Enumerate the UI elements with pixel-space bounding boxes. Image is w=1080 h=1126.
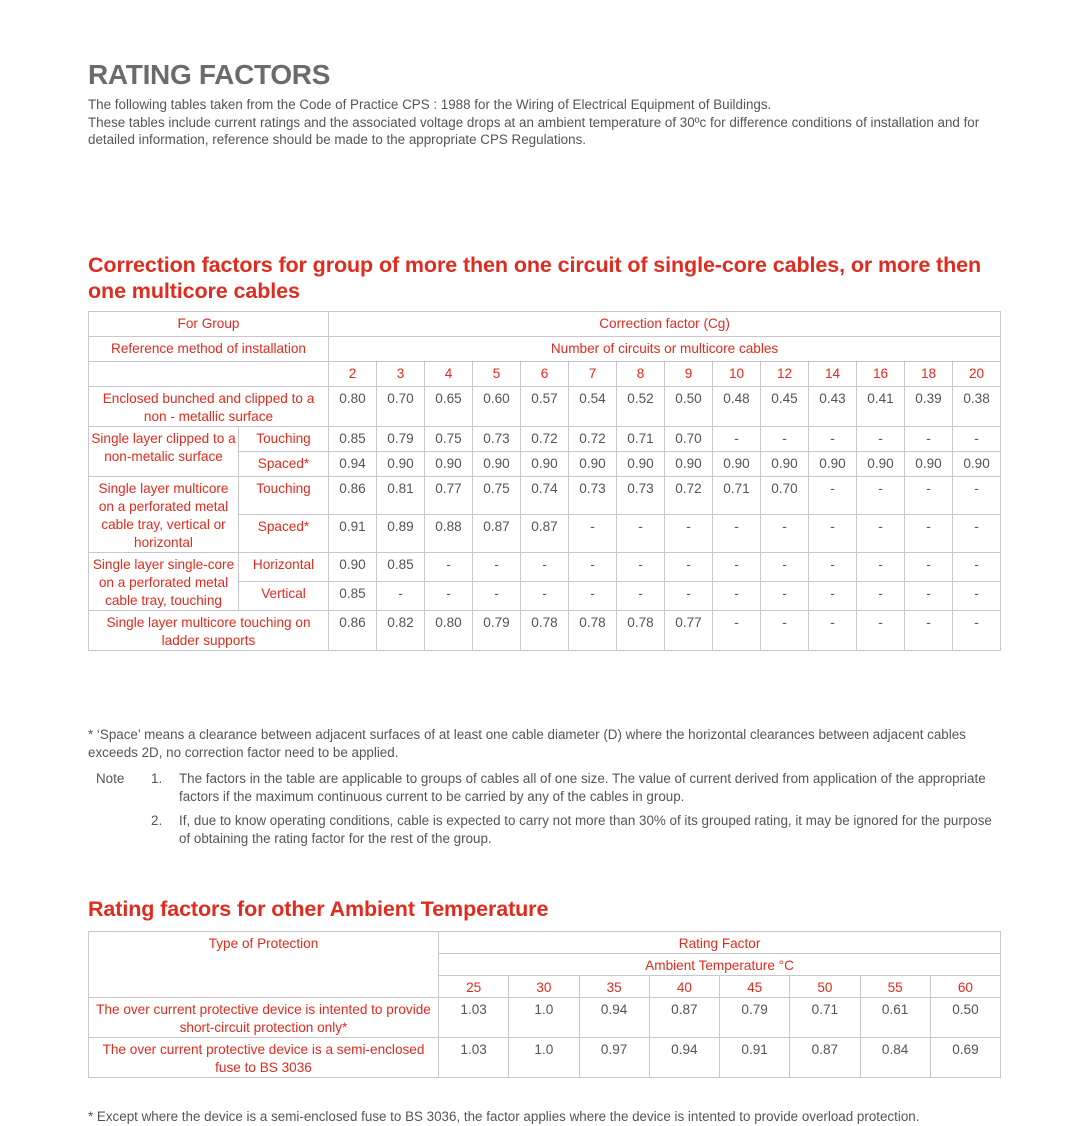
- table-cell: 0.85: [377, 553, 425, 582]
- table-cell: -: [425, 553, 473, 582]
- header-correction-factor: Correction factor (Cg): [329, 312, 1001, 337]
- column-header: 20: [953, 362, 1001, 387]
- table-cell: 0.85: [329, 427, 377, 452]
- row-sublabel: Horizontal: [239, 553, 329, 582]
- table-cell: -: [857, 582, 905, 611]
- page-title: RATING FACTORS: [88, 59, 331, 90]
- table-cell: 0.78: [617, 611, 665, 651]
- table-cell: 0.90: [761, 452, 809, 477]
- table-cell: 0.86: [329, 611, 377, 651]
- table-cell: -: [857, 477, 905, 515]
- table-cell: 0.90: [665, 452, 713, 477]
- table-cell: -: [809, 582, 857, 611]
- table1-footnote: * ‘Space’ means a clearance between adjacent surfaces of at least one cable diameter (D) where the horizontal clearances between adjacent cables exceeds 2D, no correction factor need to be applied.: [88, 727, 966, 760]
- table-cell: 0.90: [377, 452, 425, 477]
- table-cell: 0.90: [617, 452, 665, 477]
- header-row: [89, 362, 1001, 387]
- table-cell: -: [713, 582, 761, 611]
- header-number-of-circuits: Number of circuits or multicore cables: [329, 337, 1001, 362]
- column-header: 50: [790, 976, 860, 998]
- table-cell: 0.79: [377, 427, 425, 452]
- table-cell: 0.69: [930, 1038, 1000, 1078]
- table-cell: 0.90: [953, 452, 1001, 477]
- table-cell: -: [953, 611, 1001, 651]
- table-cell: -: [473, 553, 521, 582]
- column-header: 12: [761, 362, 809, 387]
- table-cell: -: [761, 427, 809, 452]
- table-cell: 0.90: [569, 452, 617, 477]
- table-cell: 0.70: [665, 427, 713, 452]
- row-sublabel: Touching: [239, 427, 329, 452]
- table1-heading: Correction factors for group of more then one circuit of single-core cables, or more then one multicore cables: [88, 253, 982, 303]
- table-cell: 0.90: [857, 452, 905, 477]
- table-cell: 1.0: [509, 1038, 579, 1078]
- table-cell: -: [905, 582, 953, 611]
- header-type-of-protection: Type of Protection: [89, 932, 439, 998]
- table-cell: 0.41: [857, 387, 905, 427]
- table-cell: -: [617, 582, 665, 611]
- table-cell: 0.89: [377, 515, 425, 553]
- table-cell: -: [761, 582, 809, 611]
- row-sublabel: Spaced*: [239, 452, 329, 477]
- table-cell: 0.79: [473, 611, 521, 651]
- row-label: The over current protective device is a semi-enclosed fuse to BS 3036: [89, 1038, 439, 1078]
- header-row: [89, 337, 1001, 362]
- column-header: 35: [579, 976, 649, 998]
- ambient-temperature-table: [88, 931, 1001, 1078]
- column-header: 16: [857, 362, 905, 387]
- table-cell: 0.87: [521, 515, 569, 553]
- table-cell: 0.85: [329, 582, 377, 611]
- table-cell: 1.03: [439, 998, 509, 1038]
- note-text: If, due to know operating conditions, cable is expected to carry not more than 30% of its grouped rating, it may be ignored for the purpose of obtaining the rating factor for the rest of the group.: [179, 813, 992, 846]
- table-cell: -: [713, 553, 761, 582]
- intro-line-2: These tables include current ratings and the associated voltage drops at an ambient temperature of 30ºc for difference conditions of installation and for detailed information, reference should be made to the appropriate CPS Regulations.: [88, 114, 980, 147]
- table-cell: 0.86: [329, 477, 377, 515]
- table-cell: 0.79: [720, 998, 790, 1038]
- correction-factors-table: [88, 311, 1001, 651]
- table-cell: 0.39: [905, 387, 953, 427]
- row-label: The over current protective device is intented to provide short-circuit protection only*: [89, 998, 439, 1038]
- table-cell: -: [809, 553, 857, 582]
- table-cell: 0.43: [809, 387, 857, 427]
- column-header: 14: [809, 362, 857, 387]
- table-cell: 0.90: [905, 452, 953, 477]
- note-1: [88, 770, 1000, 806]
- table-cell: 0.94: [649, 1038, 719, 1078]
- column-header: 40: [649, 976, 719, 998]
- table-cell: 0.94: [579, 998, 649, 1038]
- table-cell: -: [905, 427, 953, 452]
- table-cell: -: [809, 515, 857, 553]
- table-cell: -: [905, 553, 953, 582]
- table-cell: 0.70: [761, 477, 809, 515]
- table-cell: -: [809, 427, 857, 452]
- table-cell: 0.54: [569, 387, 617, 427]
- column-header: 5: [473, 362, 521, 387]
- table-cell: -: [425, 582, 473, 611]
- column-header: 18: [905, 362, 953, 387]
- table-cell: 0.52: [617, 387, 665, 427]
- header-row: [89, 312, 1001, 337]
- table-cell: 0.81: [377, 477, 425, 515]
- table-cell: -: [665, 515, 713, 553]
- table-cell: -: [809, 611, 857, 651]
- column-header: 8: [617, 362, 665, 387]
- table-cell: 0.73: [569, 477, 617, 515]
- note-label: Note: [96, 771, 125, 786]
- header-for-group: For Group: [89, 312, 329, 337]
- table-cell: -: [905, 611, 953, 651]
- table-cell: 0.38: [953, 387, 1001, 427]
- column-header: 10: [713, 362, 761, 387]
- row-label: Enclosed bunched and clipped to a non - metallic surface: [89, 387, 329, 427]
- table-cell: 0.77: [665, 611, 713, 651]
- table-cell: 0.82: [377, 611, 425, 651]
- column-header: 7: [569, 362, 617, 387]
- table-cell: 0.75: [425, 427, 473, 452]
- table-row: [89, 477, 1001, 515]
- table-cell: 0.71: [713, 477, 761, 515]
- column-header: 55: [860, 976, 930, 998]
- table-cell: -: [521, 582, 569, 611]
- row-label: Single layer single-core on a perforated metal cable tray, touching: [89, 553, 239, 611]
- table-cell: 0.70: [377, 387, 425, 427]
- table-cell: -: [665, 553, 713, 582]
- column-header: 45: [720, 976, 790, 998]
- table-cell: -: [761, 553, 809, 582]
- intro-line-1: The following tables taken from the Code of Practice CPS : 1988 for the Wiring of Electrical Equipment of Buildings.: [88, 97, 772, 112]
- table-cell: 0.57: [521, 387, 569, 427]
- table-cell: 0.61: [860, 998, 930, 1038]
- table2-footnote: * Except where the device is a semi-enclosed fuse to BS 3036, the factor applies where the device is intented to provide overload protection.: [88, 1109, 920, 1124]
- table-cell: -: [569, 553, 617, 582]
- table-cell: 0.78: [569, 611, 617, 651]
- note-number: 2.: [151, 813, 163, 828]
- table-cell: -: [953, 427, 1001, 452]
- table-cell: -: [377, 582, 425, 611]
- table-cell: 0.90: [713, 452, 761, 477]
- note-text: The factors in the table are applicable to groups of cables all of one size. The value of current derived from application of the appropriate factors if the maximum continuous current to be carried by any of the cables in group.: [179, 771, 986, 804]
- page: [88, 58, 1000, 1124]
- table-cell: -: [569, 582, 617, 611]
- table-cell: -: [857, 611, 905, 651]
- header-row: [89, 932, 1001, 954]
- table-cell: -: [473, 582, 521, 611]
- table-cell: 0.87: [790, 1038, 860, 1078]
- table-cell: -: [521, 553, 569, 582]
- column-header: 4: [425, 362, 473, 387]
- table-cell: 0.48: [713, 387, 761, 427]
- table-cell: -: [857, 427, 905, 452]
- table-cell: -: [953, 515, 1001, 553]
- notes-block: [88, 770, 1000, 854]
- table-cell: -: [617, 553, 665, 582]
- row-sublabel: Spaced*: [239, 515, 329, 553]
- table-cell: 0.97: [579, 1038, 649, 1078]
- table-row: [89, 998, 1001, 1038]
- table-cell: 0.91: [329, 515, 377, 553]
- table-cell: 0.72: [521, 427, 569, 452]
- row-label: Single layer clipped to a non-metalic surface: [89, 427, 239, 477]
- note-number: 1.: [151, 771, 163, 786]
- header-rating-factor: Rating Factor: [439, 932, 1001, 954]
- table-cell: 0.50: [665, 387, 713, 427]
- table-cell: -: [905, 477, 953, 515]
- table-cell: 0.91: [720, 1038, 790, 1078]
- column-header: 2: [329, 362, 377, 387]
- table-row: [89, 553, 1001, 582]
- table-cell: 0.74: [521, 477, 569, 515]
- table-cell: 0.73: [617, 477, 665, 515]
- note-2: [88, 812, 1000, 848]
- row-label: Single layer multicore on a perforated metal cable tray, vertical or horizontal: [89, 477, 239, 553]
- table-cell: 0.90: [473, 452, 521, 477]
- table-cell: -: [809, 477, 857, 515]
- column-header: 30: [509, 976, 579, 998]
- table-cell: 0.90: [329, 553, 377, 582]
- table-cell: -: [713, 515, 761, 553]
- row-sublabel: Touching: [239, 477, 329, 515]
- table-row: [89, 387, 1001, 427]
- table-cell: -: [761, 515, 809, 553]
- table-cell: 0.94: [329, 452, 377, 477]
- column-header: 60: [930, 976, 1000, 998]
- table-cell: 0.78: [521, 611, 569, 651]
- table-cell: 0.84: [860, 1038, 930, 1078]
- table-cell: -: [953, 477, 1001, 515]
- table-cell: -: [857, 515, 905, 553]
- table-cell: -: [857, 553, 905, 582]
- header-blank: [89, 362, 329, 387]
- table-row: [89, 1038, 1001, 1078]
- table-cell: -: [713, 611, 761, 651]
- table-cell: -: [713, 427, 761, 452]
- table-cell: 0.88: [425, 515, 473, 553]
- table-cell: 0.80: [329, 387, 377, 427]
- table-cell: -: [665, 582, 713, 611]
- table-cell: 0.65: [425, 387, 473, 427]
- table-cell: 0.73: [473, 427, 521, 452]
- row-sublabel: Vertical: [239, 582, 329, 611]
- table-cell: 1.03: [439, 1038, 509, 1078]
- table-cell: -: [761, 611, 809, 651]
- table-cell: 0.71: [790, 998, 860, 1038]
- header-reference-method: Reference method of installation: [89, 337, 329, 362]
- intro-text: [88, 96, 1000, 149]
- table-cell: 1.0: [509, 998, 579, 1038]
- table-cell: 0.87: [649, 998, 719, 1038]
- table-cell: 0.75: [473, 477, 521, 515]
- table-row: [89, 427, 1001, 452]
- table-cell: 0.80: [425, 611, 473, 651]
- table-cell: 0.72: [569, 427, 617, 452]
- header-ambient-temperature: Ambient Temperature °C: [439, 954, 1001, 976]
- table-cell: 0.60: [473, 387, 521, 427]
- column-header: 6: [521, 362, 569, 387]
- table-cell: 0.45: [761, 387, 809, 427]
- table-row: [89, 611, 1001, 651]
- table-cell: 0.72: [665, 477, 713, 515]
- table-cell: -: [953, 553, 1001, 582]
- table-cell: 0.87: [473, 515, 521, 553]
- table-cell: 0.90: [425, 452, 473, 477]
- table-cell: -: [569, 515, 617, 553]
- table2-heading: Rating factors for other Ambient Temperature: [88, 897, 549, 921]
- table-cell: -: [905, 515, 953, 553]
- column-header: 25: [439, 976, 509, 998]
- row-label: Single layer multicore touching on ladder supports: [89, 611, 329, 651]
- table-cell: 0.77: [425, 477, 473, 515]
- column-header: 9: [665, 362, 713, 387]
- table-cell: 0.90: [809, 452, 857, 477]
- column-header: 3: [377, 362, 425, 387]
- table-cell: 0.50: [930, 998, 1000, 1038]
- table-cell: -: [953, 582, 1001, 611]
- table-cell: 0.90: [521, 452, 569, 477]
- table-cell: -: [617, 515, 665, 553]
- table-cell: 0.71: [617, 427, 665, 452]
